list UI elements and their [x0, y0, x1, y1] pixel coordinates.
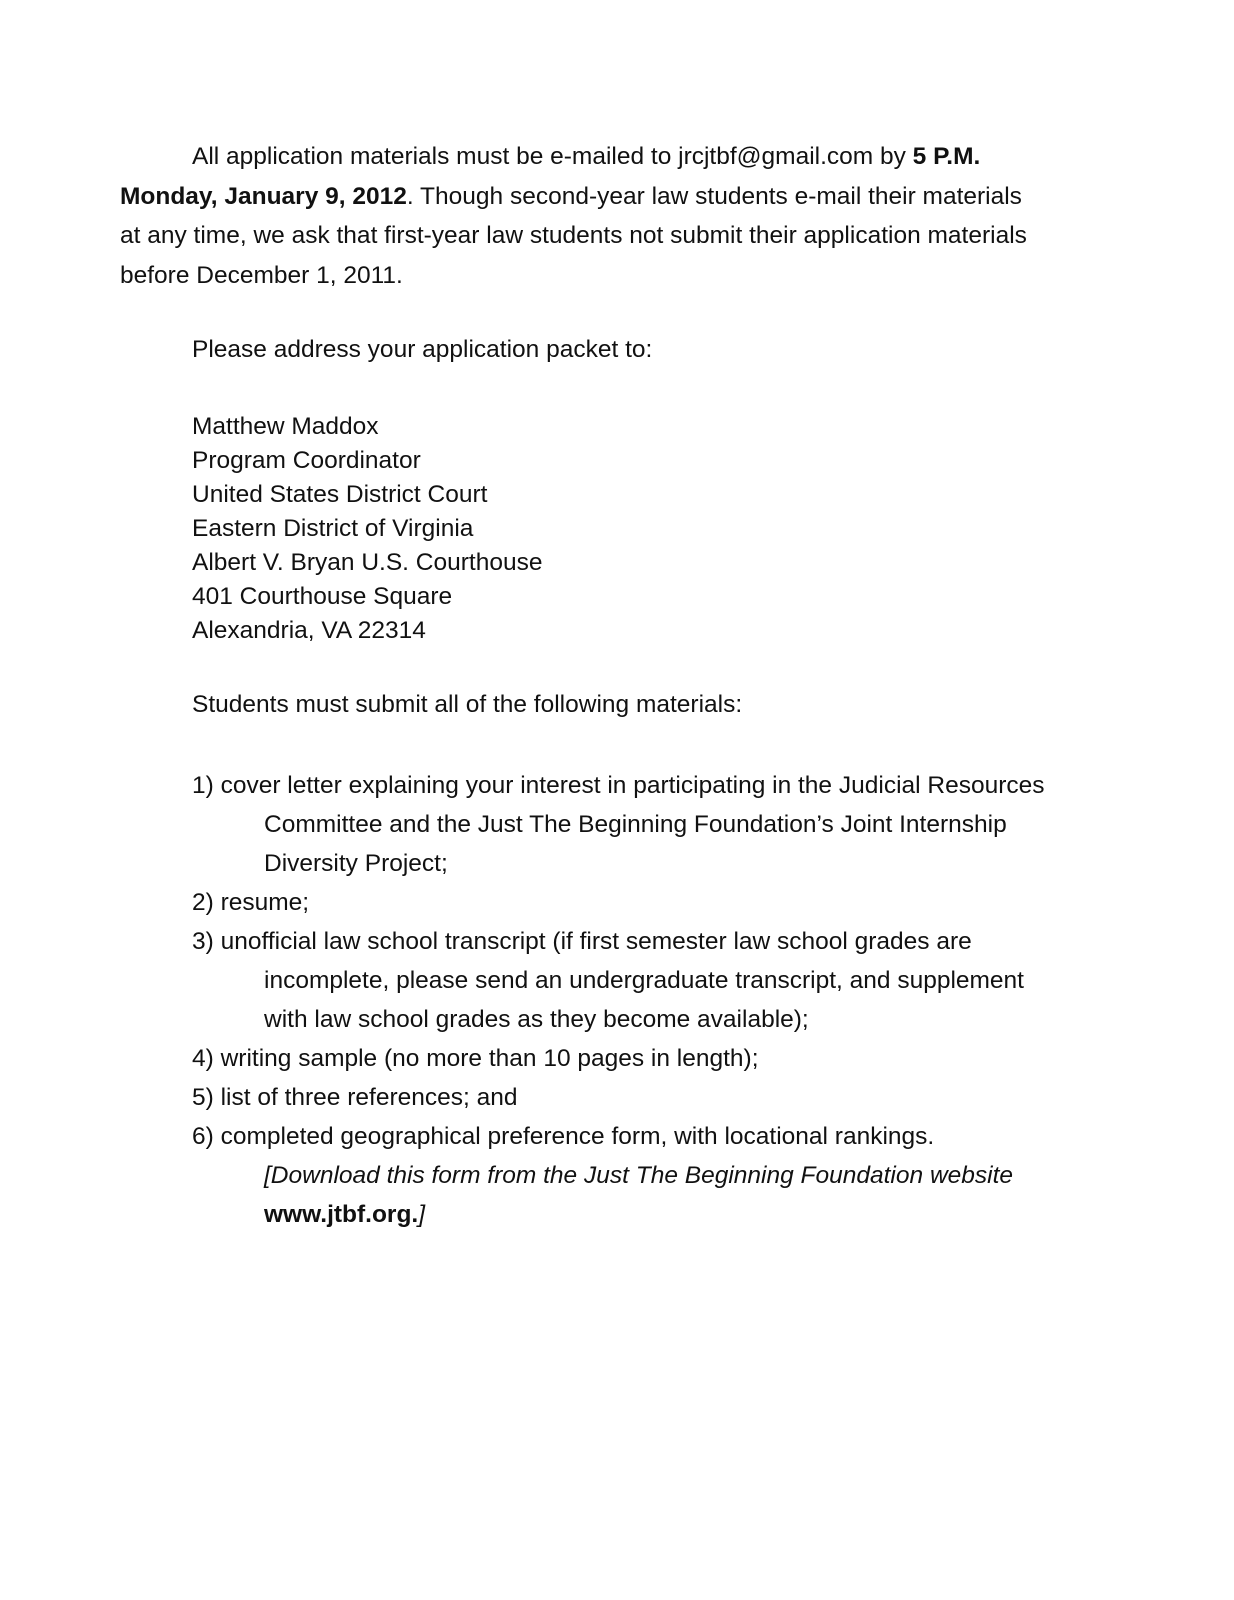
address-line: 401 Courthouse Square — [192, 583, 453, 610]
mailing-address — [192, 410, 542, 648]
materials-intro: Students must submit all of the following materials: — [192, 691, 743, 718]
address-intro: Please address your application packet to: — [192, 336, 653, 363]
list-item-text: 6) completed geographical preference form, with locational rankings. — [192, 1123, 935, 1150]
address-line: Albert V. Bryan U.S. Courthouse — [192, 549, 543, 576]
address-line: Program Coordinator — [192, 447, 421, 474]
address-line: United States District Court — [192, 481, 488, 508]
address-line: Alexandria, VA 22314 — [192, 617, 426, 644]
address-line: Matthew Maddox — [192, 413, 379, 440]
list-item: 2) resume; — [192, 889, 310, 916]
list-item: 1) cover letter explaining your interest in participating in the Judicial Resources Committee and the Just The Beginning Foundation’s Joint Internship Diversity Project; — [192, 772, 1045, 877]
intro-paragraph — [120, 137, 1040, 295]
download-note — [264, 1156, 1062, 1234]
list-item: 3) unofficial law school transcript (if first semester law school grades are incomplete, please send an undergraduate transcript, and supplement with law school grades as they become available); — [192, 928, 1024, 1033]
list-item: 4) writing sample (no more than 10 pages in length); — [192, 1045, 759, 1072]
deadline-text: 5 P.M. Monday, January 9, 2012 — [120, 143, 981, 210]
list-item — [192, 1117, 1062, 1234]
materials-list — [192, 766, 1062, 1234]
download-note-text: [Download this form from the Just The Beginning Foundation website — [264, 1162, 1014, 1189]
download-note-close: ] — [418, 1201, 426, 1228]
intro-text-1: All application materials must be e-mailed to jrcjtbf@gmail.com by — [192, 143, 913, 170]
list-item: 5) list of three references; and — [192, 1084, 518, 1111]
website-link: www.jtbf.org. — [264, 1201, 419, 1228]
intro-text-2: . Though second-year law students e-mail their materials at any time, we ask that first-year law students not submit their application materials before December 1, 2011. — [120, 182, 1027, 289]
address-line: Eastern District of Virginia — [192, 515, 474, 542]
